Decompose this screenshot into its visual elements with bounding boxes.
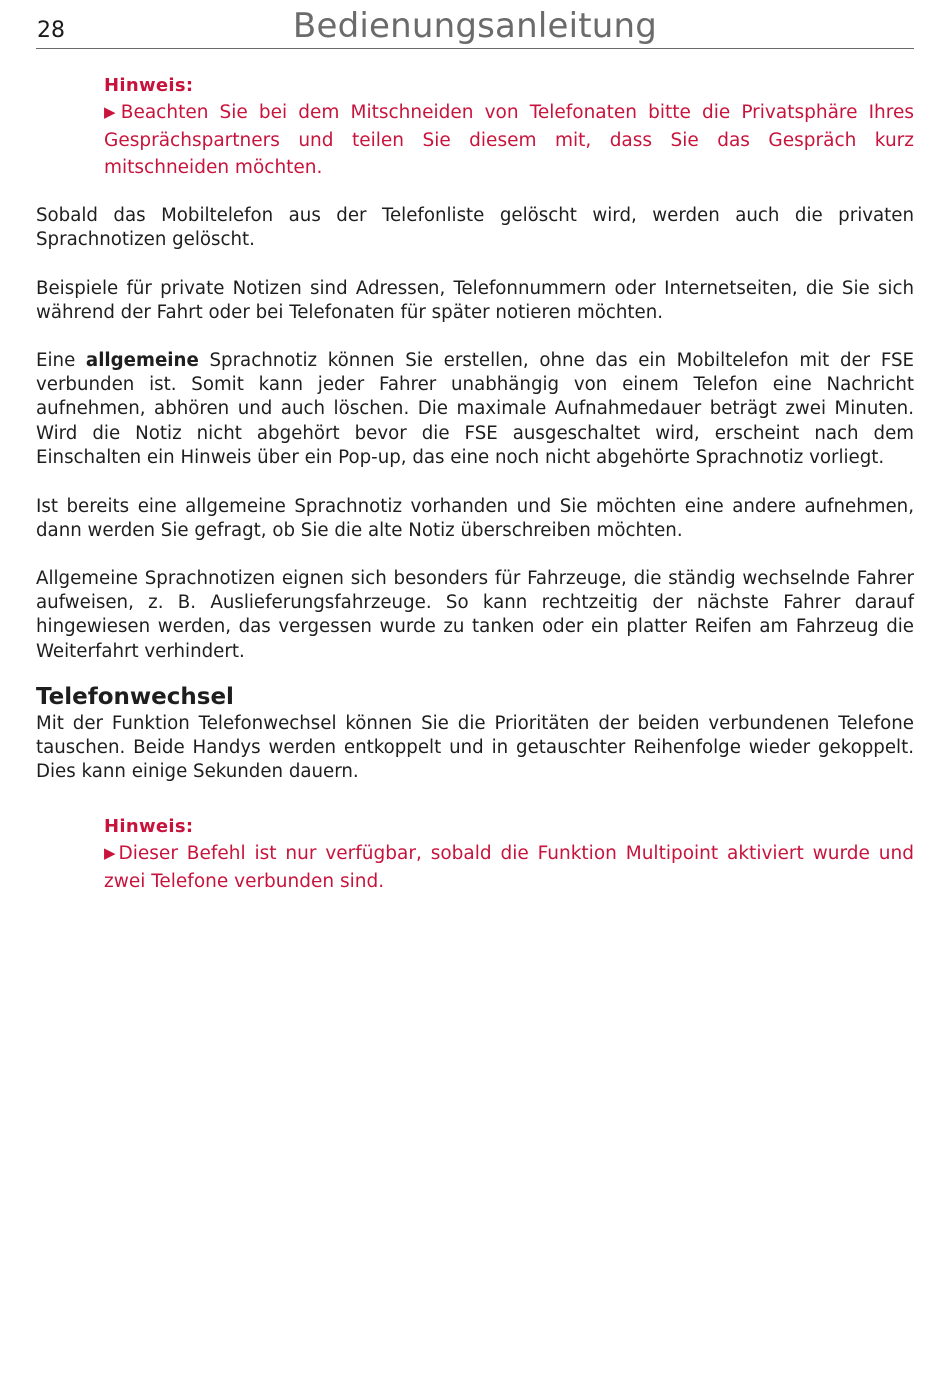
paragraph: Mit der Funktion Telefonwechsel können Sie die Prioritäten der beiden verbundenen Telefone tauschen. Beide Handys werden entkoppelt und in getauschter Reihenfolge wieder gekoppelt. Dies kann einige Sekunden dauern. (36, 713, 914, 783)
triangle-right-icon: ▶ (104, 103, 121, 121)
note-text (104, 99, 914, 181)
note-body: Beachten Sie bei dem Mitschneiden von Telefonaten bitte die Privatsphäre Ihres Gesprächspartners und teilen Sie diesem mit, dass Sie das Gespräch kurz mitschneiden möchten. (104, 102, 914, 178)
note-title: Hinweis: (104, 75, 194, 96)
note-body: Dieser Befehl ist nur verfügbar, sobald die Funktion Multipoint aktiviert wurde und zwei Telefone verbunden sind. (104, 843, 914, 892)
paragraph: Sobald das Mobiltelefon aus der Telefonliste gelöscht wird, werden auch die privaten Sprachnotizen gelöscht. (36, 205, 914, 251)
page-number: 28 (37, 18, 65, 43)
paragraph-text: Sprachnotiz können Sie erstellen, ohne das ein Mobiltelefon mit der FSE verbunden ist. Somit kann jeder Fahrer unabhängig von einem Telefon eine Nachricht aufnehmen, abhören und auch löschen. Die maximale Aufnahmedauer beträgt zwei Minuten. Wird die Notiz nicht abgehört bevor die FSE ausgeschaltet wird, erscheint nach dem Einschalten ein Hinweis über ein Pop-up, das eine noch nicht abgehörte Sprachnotiz vorliegt. (36, 350, 914, 468)
note-title: Hinweis: (104, 816, 194, 837)
paragraph: Ist bereits eine allgemeine Sprachnotiz vorhanden und Sie möchten eine andere aufnehmen, dann werden Sie gefragt, ob Sie die alte Notiz überschreiben möchten. (36, 496, 914, 542)
paragraph: Allgemeine Sprachnotizen eignen sich besonders für Fahrzeuge, die ständig wechselnde Fahrer aufweisen, z. B. Auslieferungsfahrzeuge. So kann rechtzeitig der nächste Fahrer darauf hingewiesen werden, das vergessen wurde zu tanken oder ein platter Reifen am Fahrzeug die Weiterfahrt verhindert. (36, 568, 914, 662)
page-header (36, 6, 914, 49)
emphasis: allgemeine (85, 350, 199, 371)
paragraph-text: Eine (36, 350, 86, 371)
document-title: Bedienungsanleitung (292, 6, 658, 46)
paragraph: Beispiele für private Notizen sind Adressen, Telefonnummern oder Internetseiten, die Sie sich während der Fahrt oder bei Telefonaten für später notieren möchten. (36, 278, 914, 324)
note-text (104, 840, 914, 895)
section-heading: Telefonwechsel (36, 684, 234, 710)
triangle-right-icon: ▶ (104, 844, 119, 862)
note-box-1 (104, 72, 914, 181)
paragraph (36, 349, 914, 470)
note-box-2 (104, 813, 914, 895)
